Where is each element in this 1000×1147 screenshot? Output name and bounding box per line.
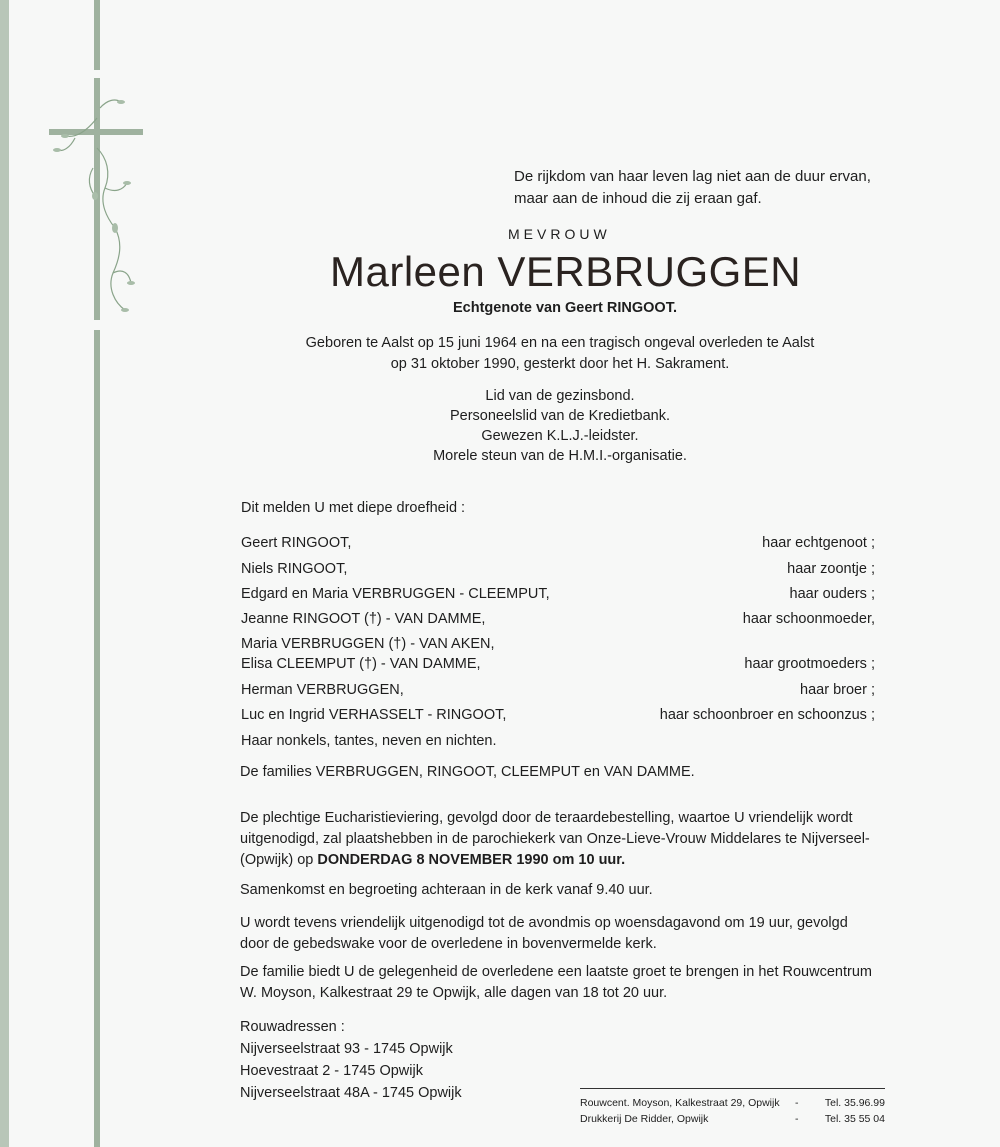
printer-row xyxy=(580,1111,885,1127)
mourner-row xyxy=(241,609,875,629)
addresses-heading: Rouwadressen : xyxy=(240,1019,345,1035)
mourner-row xyxy=(241,705,875,725)
mourner-relation: haar echtgenoot ; xyxy=(762,535,875,551)
farewell-line-1: De familie biedt U de gelegenheid de overledene een laatste groet te brengen in het Rouwcentrum xyxy=(240,964,872,980)
mourner-row xyxy=(241,584,875,604)
evening-line-2: door de gebedswake voor de overledene in bovenvermelde kerk. xyxy=(240,936,657,952)
epigraph-quote xyxy=(514,166,884,210)
ceremony-line-1: De plechtige Eucharistieviering, gevolgd door de teraardebestelling, waartoe U vriendelijk wordt xyxy=(240,810,853,826)
mourner-name: Edgard en Maria VERBRUGGEN - CLEEMPUT, xyxy=(241,586,550,602)
mourner-name: Maria VERBRUGGEN (†) - VAN AKEN, xyxy=(241,636,495,652)
mourner-name: Herman VERBRUGGEN, xyxy=(241,682,404,698)
role-item: Morele steun van de H.M.I.-organisatie. xyxy=(433,448,687,464)
separator: - xyxy=(795,1097,799,1109)
mourner-row xyxy=(241,559,875,579)
ceremony-line-3-prefix: (Opwijk) op xyxy=(240,852,318,868)
separator: - xyxy=(795,1113,799,1125)
mourner-relation: haar grootmoeders ; xyxy=(744,656,875,672)
ceremony-date: DONDERDAG 8 NOVEMBER 1990 om 10 uur. xyxy=(317,852,626,868)
meeting-line: Samenkomst en begroeting achteraan in de kerk vanaf 9.40 uur. xyxy=(240,882,653,898)
farewell-line-2: W. Moyson, Kalkestraat 29 te Opwijk, alle dagen van 18 tot 20 uur. xyxy=(240,985,668,1001)
address-item: Hoevestraat 2 - 1745 Opwijk xyxy=(240,1063,423,1079)
mourner-row xyxy=(241,680,875,700)
vertical-rule-top xyxy=(94,0,100,70)
role-item: Gewezen K.L.J.-leidster. xyxy=(481,428,639,444)
ceremony-line-3 xyxy=(240,850,880,871)
role-item: Lid van de gezinsbond. xyxy=(485,388,635,404)
mourner-relation: haar broer ; xyxy=(800,682,875,698)
role-item: Personeelslid van de Kredietbank. xyxy=(449,408,671,424)
mourner-name: Haar nonkels, tantes, neven en nichten. xyxy=(241,733,497,749)
born-line-2: op 31 oktober 1990, gesterkt door het H. Sakrament. xyxy=(390,356,730,372)
printer-phone: Tel. 35 55 04 xyxy=(824,1113,885,1125)
ceremony-paragraph xyxy=(240,808,880,871)
evening-paragraph xyxy=(240,913,880,955)
mourner-row xyxy=(241,533,875,553)
mourner-name: Geert RINGOOT, xyxy=(241,535,352,551)
announcement-intro: Dit melden U met diepe droefheid : xyxy=(241,500,466,516)
mourner-relation: haar schoonmoeder, xyxy=(742,611,875,627)
born-line-1: Geboren te Aalst op 15 juni 1964 en na een tragisch ongeval overleden te Aalst xyxy=(305,335,815,351)
mourner-name: Niels RINGOOT, xyxy=(241,561,348,577)
quote-line-2: maar aan de inhoud die zij eraan gaf. xyxy=(514,190,762,207)
mourner-row xyxy=(241,634,875,674)
cross-with-vine-icon xyxy=(45,78,145,328)
evening-line-1: U wordt tevens vriendelijk uitgenodigd tot de avondmis op woensdagavond om 19 uur, gevolgd xyxy=(240,915,848,931)
mourner-name: Jeanne RINGOOT (†) - VAN DAMME, xyxy=(241,611,486,627)
families-line: De families VERBRUGGEN, RINGOOT, CLEEMPUT en VAN DAMME. xyxy=(240,764,695,780)
printer-info: Drukkerij De Ridder, Opwijk xyxy=(580,1113,709,1125)
mourner-name: Luc en Ingrid VERHASSELT - RINGOOT, xyxy=(241,707,507,723)
vertical-rule-bottom xyxy=(94,330,100,1147)
mourner-relation: haar zoontje ; xyxy=(787,561,875,577)
mourner-row xyxy=(241,731,875,751)
address-item: Nijverseelstraat 48A - 1745 Opwijk xyxy=(240,1085,462,1101)
farewell-paragraph xyxy=(240,962,880,1004)
funeral-home-info: Rouwcent. Moyson, Kalkestraat 29, Opwijk xyxy=(580,1097,780,1109)
address-item: Nijverseelstraat 93 - 1745 Opwijk xyxy=(240,1041,453,1057)
quote-line-1: De rijkdom van haar leven lag niet aan de duur ervan, xyxy=(514,168,871,185)
deceased-name: Marleen VERBRUGGEN xyxy=(330,248,802,295)
spouse-line: Echtgenote van Geert RINGOOT. xyxy=(453,300,677,316)
mourner-name: Elisa CLEEMPUT (†) - VAN DAMME, xyxy=(241,656,481,672)
ceremony-line-2: uitgenodigd, zal plaatshebben in de parochiekerk van Onze-Lieve-Vrouw Middelares te Nijverseel- xyxy=(240,831,870,847)
mourner-relation: haar ouders ; xyxy=(789,586,875,602)
birth-death-details xyxy=(280,333,840,375)
printer-row xyxy=(580,1095,885,1111)
roles-list xyxy=(380,386,740,466)
funeral-home-phone: Tel. 35.96.99 xyxy=(824,1097,885,1109)
honorific-title: MEVROUW xyxy=(508,226,611,242)
printer-footer xyxy=(580,1088,885,1127)
mourner-relation: haar schoonbroer en schoonzus ; xyxy=(659,707,875,723)
left-border-strip xyxy=(0,0,9,1147)
mourning-addresses xyxy=(240,1016,462,1104)
